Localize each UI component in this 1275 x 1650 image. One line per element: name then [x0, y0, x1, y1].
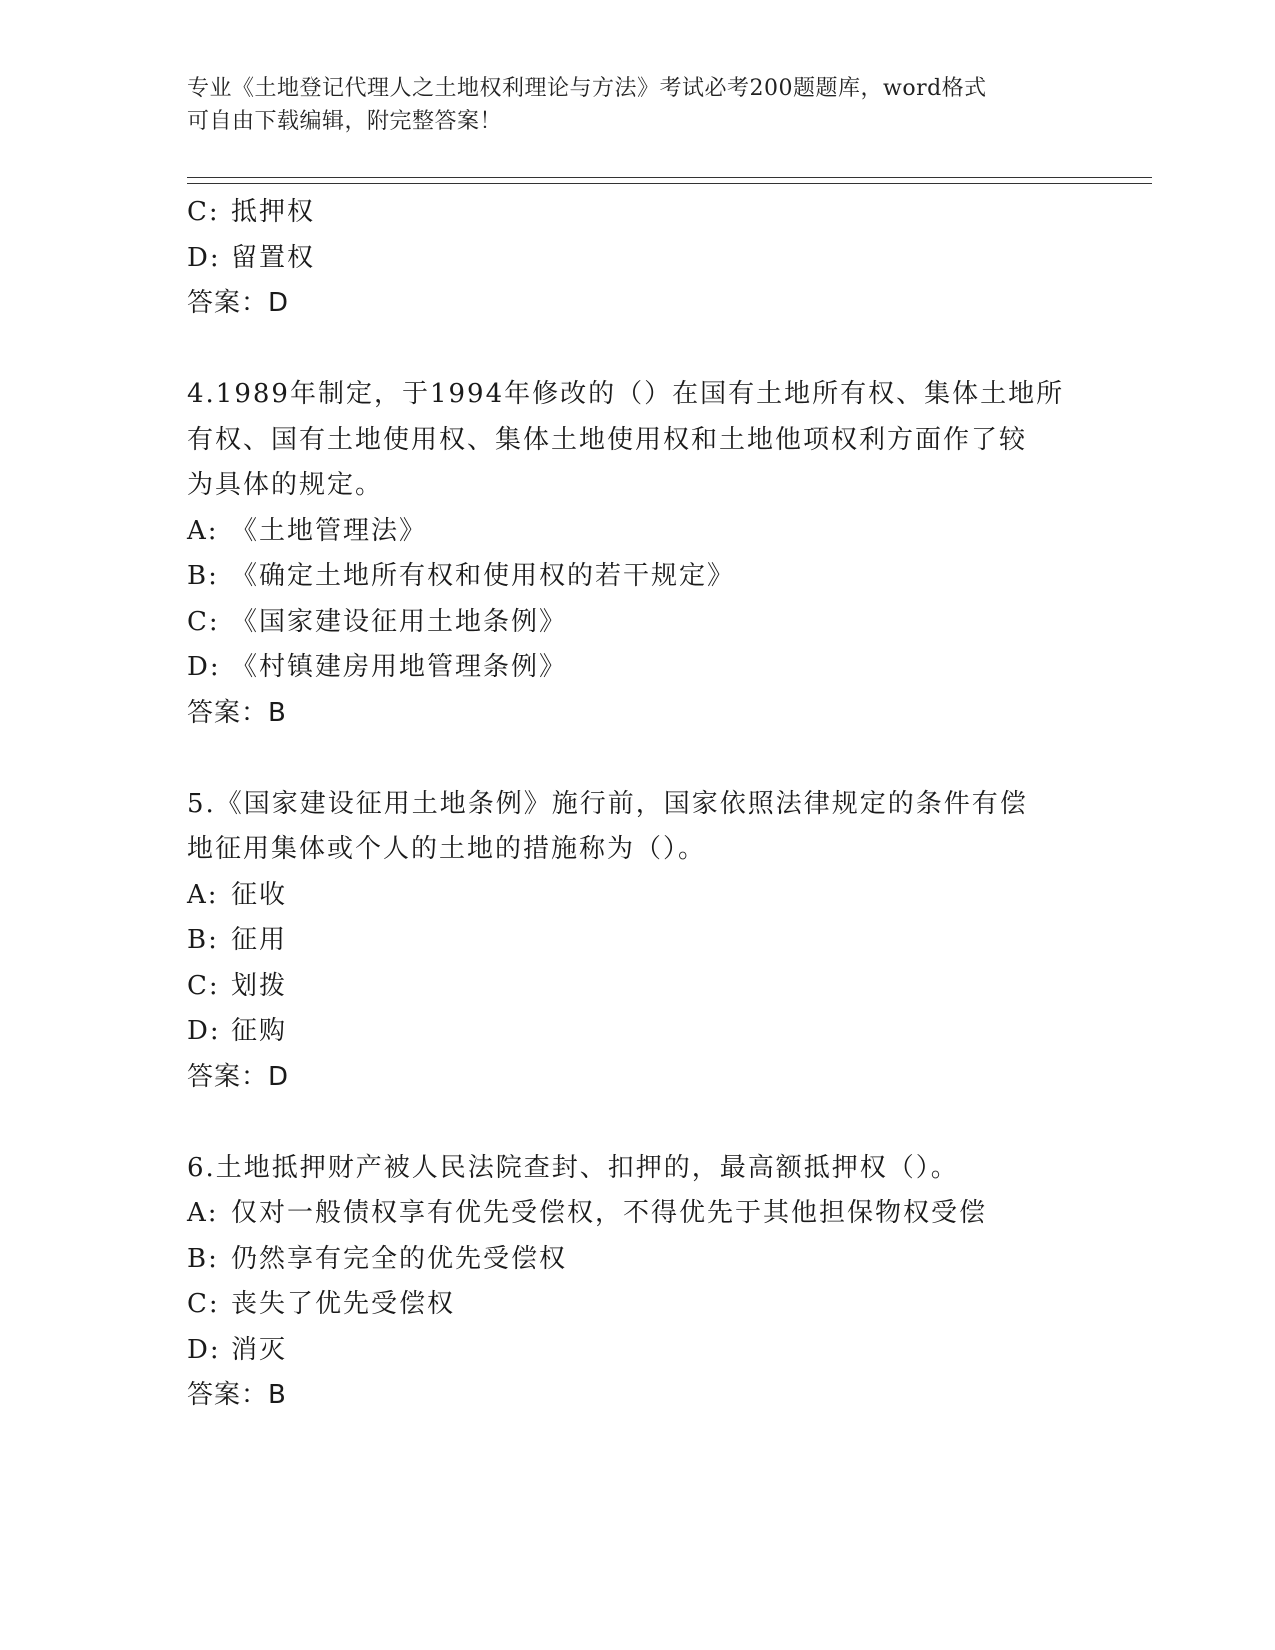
- header-line-2: 可自由下载编辑，附完整答案！: [187, 109, 503, 134]
- answer-line: 答案：D: [187, 288, 290, 318]
- question-stem: [187, 1146, 1107, 1192]
- option-b: B: 仍然享有完全的优先受偿权: [187, 1243, 568, 1274]
- option-b: B: 《确定土地所有权和使用权的若干规定》: [187, 561, 736, 591]
- option-a: A: 《土地管理法》: [187, 515, 428, 546]
- option-b: B: 征用: [187, 925, 288, 955]
- option-a: A: 仅对一般债权享有优先受偿权，不得优先于其他担保物权受偿: [187, 1198, 988, 1228]
- option-d: D: 《村镇建房用地管理条例》: [187, 652, 568, 682]
- question-block-6: [187, 1146, 1107, 1419]
- option-c: C: 丧失了优先受偿权: [187, 1289, 456, 1319]
- answer-line: 答案：D: [187, 1061, 290, 1092]
- question-block-5: [187, 782, 1107, 1101]
- stem-line: 6.土地抵押财产被人民法院查封、扣押的，最高额抵押权（）。: [187, 1152, 959, 1183]
- spacer: [187, 327, 1107, 373]
- stem-line: 有权、国有土地使用权、集体土地使用权和土地他项权利方面作了较: [187, 424, 1028, 455]
- header-divider: [187, 177, 1152, 184]
- answer-line: 答案：B: [187, 697, 287, 728]
- option-c: C: 划拨: [187, 970, 288, 1001]
- option-d: D: 留置权: [187, 242, 316, 273]
- question-block-4: [187, 372, 1107, 736]
- option-c: C: 抵押权: [187, 197, 316, 227]
- stem-line: 为具体的规定。: [187, 470, 384, 500]
- header-line-1: 专业《土地登记代理人之土地权利理论与方法》考试必考200题题库，word格式: [187, 76, 987, 101]
- option-c: C: 《国家建设征用土地条例》: [187, 606, 568, 637]
- question-stem: [187, 782, 1107, 873]
- question-block-3-continued: [187, 190, 1107, 327]
- stem-line: 4.1989年制定，于1994年修改的（）在国有土地所有权、集体土地所: [187, 379, 1065, 409]
- option-d: D: 消灭: [187, 1334, 288, 1365]
- stem-line: 地征用集体或个人的土地的措施称为（）。: [187, 834, 707, 864]
- question-list: [187, 190, 1107, 1419]
- spacer: [187, 1100, 1107, 1146]
- question-stem: [187, 372, 1107, 509]
- page-header: [187, 72, 1087, 138]
- answer-line: 答案：B: [187, 1380, 287, 1410]
- option-a: A: 征收: [187, 879, 288, 910]
- spacer: [187, 736, 1107, 782]
- stem-line: 5.《国家建设征用土地条例》施行前，国家依照法律规定的条件有偿: [187, 788, 1028, 819]
- option-d: D: 征购: [187, 1016, 288, 1046]
